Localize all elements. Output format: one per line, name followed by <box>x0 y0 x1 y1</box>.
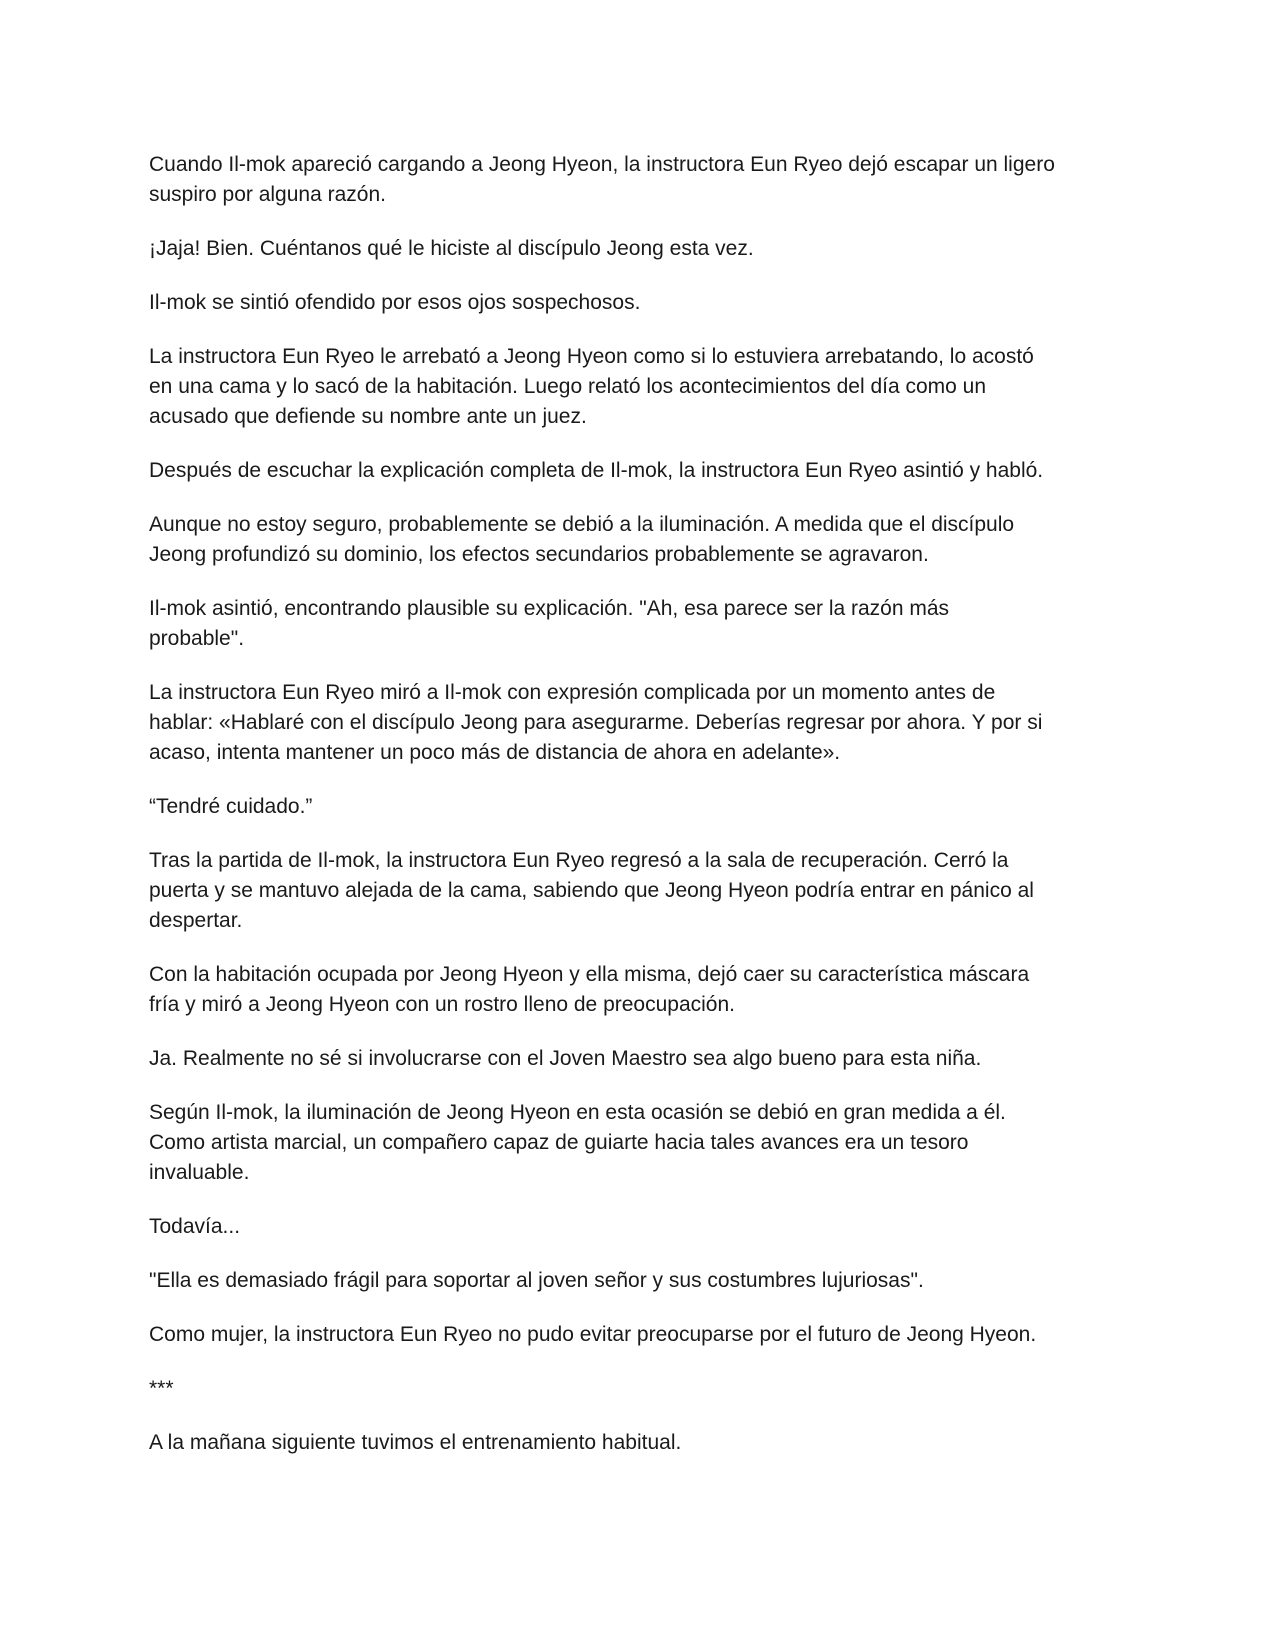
paragraph: Tras la partida de Il-mok, la instructora Eun Ryeo regresó a la sala de recuperación. Cerró la puerta y se mantuvo alejada de la cama, sabiendo que Jeong Hyeon podría entrar en pánico al despertar. <box>149 849 1034 932</box>
paragraph: La instructora Eun Ryeo miró a Il-mok con expresión complicada por un momento antes de hablar: «Hablaré con el discípulo Jeong para asegurarme. Deberías regresar por ahora. Y por si acaso, intenta mantener un poco más de distancia de ahora en adelante». <box>149 681 1043 764</box>
paragraph: ¡Jaja! Bien. Cuéntanos qué le hiciste al discípulo Jeong esta vez. <box>149 237 754 260</box>
paragraph: "Ella es demasiado frágil para soportar al joven señor y sus costumbres lujuriosas". <box>149 1269 924 1292</box>
paragraph: Cuando Il-mok apareció cargando a Jeong Hyeon, la instructora Eun Ryeo dejó escapar un ligero suspiro por alguna razón. <box>149 153 1055 206</box>
paragraph: A la mañana siguiente tuvimos el entrenamiento habitual. <box>149 1431 682 1454</box>
paragraph: Como mujer, la instructora Eun Ryeo no pudo evitar preocuparse por el futuro de Jeong Hyeon. <box>149 1323 1037 1346</box>
paragraph: “Tendré cuidado.” <box>149 795 313 818</box>
paragraph: Todavía... <box>149 1215 241 1238</box>
paragraph: La instructora Eun Ryeo le arrebató a Jeong Hyeon como si lo estuviera arrebatando, lo acostó en una cama y lo sacó de la habitación. Luego relató los acontecimientos del día como un acusado que defiende su nombre ante un juez. <box>149 345 1034 428</box>
paragraph: Il-mok se sintió ofendido por esos ojos sospechosos. <box>149 291 641 314</box>
section-break: *** <box>149 1377 174 1400</box>
paragraph: Il-mok asintió, encontrando plausible su explicación. "Ah, esa parece ser la razón más probable". <box>149 597 950 650</box>
paragraph: Después de escuchar la explicación completa de Il-mok, la instructora Eun Ryeo asintió y habló. <box>149 459 1044 482</box>
paragraph: Con la habitación ocupada por Jeong Hyeon y ella misma, dejó caer su característica máscara fría y miró a Jeong Hyeon con un rostro lleno de preocupación. <box>149 963 1030 1016</box>
paragraph: Según Il-mok, la iluminación de Jeong Hyeon en esta ocasión se debió en gran medida a él. Como artista marcial, un compañero capaz de guiarte hacia tales avances era un tesoro invaluable. <box>149 1101 1006 1184</box>
paragraph: Ja. Realmente no sé si involucrarse con el Joven Maestro sea algo bueno para esta niña. <box>149 1047 982 1070</box>
document-body <box>149 150 1129 1482</box>
paragraph: Aunque no estoy seguro, probablemente se debió a la iluminación. A medida que el discípulo Jeong profundizó su dominio, los efectos secundarios probablemente se agravaron. <box>149 513 1015 566</box>
